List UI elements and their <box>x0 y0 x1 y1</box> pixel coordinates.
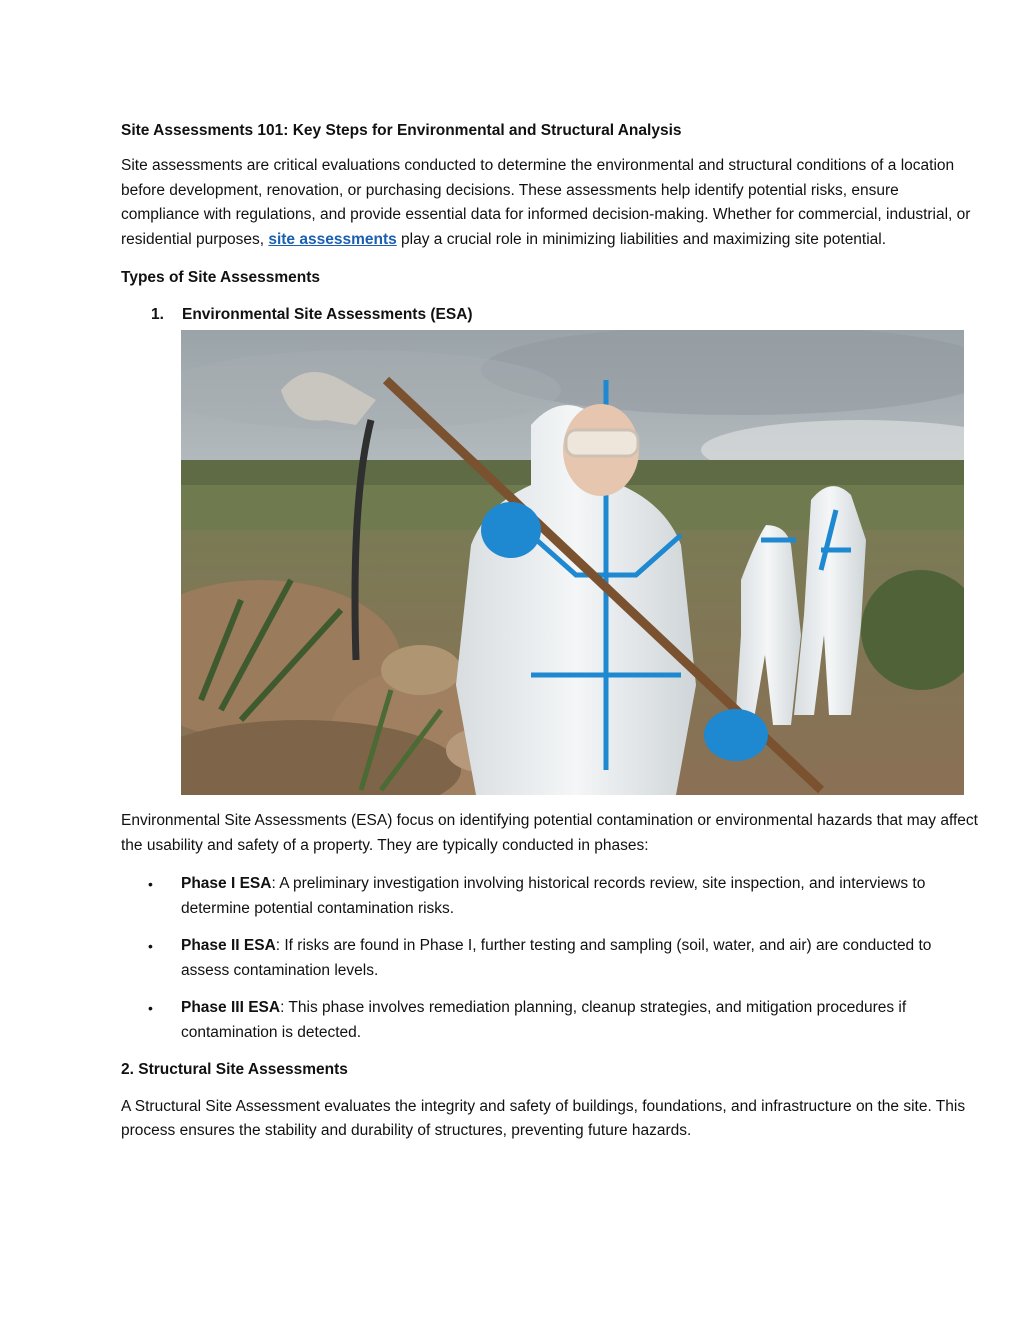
types-heading: Types of Site Assessments <box>121 269 320 286</box>
phase-text: : A preliminary investigation involving historical records review, site inspection, and interviews to determine potential contamination risks. <box>181 875 926 917</box>
section1-title: Environmental Site Assessments (ESA) <box>182 305 473 323</box>
esa-paragraph: Environmental Site Assessments (ESA) focus on identifying potential contamination or environmental hazards that may affect the usability and safety of a property. They are typically conducted in phases: <box>121 812 978 854</box>
phase-text: : If risks are found in Phase I, further testing and sampling (soil, water, and air) are conducted to assess contamination levels. <box>181 937 932 979</box>
list-item <box>121 996 981 1045</box>
phase-list <box>121 872 981 1045</box>
section2-heading: 2. Structural Site Assessments <box>121 1061 348 1078</box>
document-content <box>121 120 981 1144</box>
document-title: Site Assessments 101: Key Steps for Environmental and Structural Analysis <box>121 122 682 139</box>
photo-workers-protective-suits-icon <box>181 330 964 795</box>
esa-photo <box>181 330 964 795</box>
section1-heading <box>121 303 981 328</box>
phase-text: : This phase involves remediation planning, cleanup strategies, and mitigation procedures if contamination is detected. <box>181 999 907 1041</box>
structural-paragraph: A Structural Site Assessment evaluates the integrity and safety of buildings, foundations, and infrastructure on the site. This process ensures the stability and durability of structures, preventing future hazards. <box>121 1097 966 1139</box>
bullet-icon: • <box>148 1000 153 1016</box>
section1-number: 1. <box>151 305 164 323</box>
phase-label: Phase I ESA <box>181 875 272 892</box>
list-item <box>121 872 981 921</box>
bullet-icon: • <box>148 938 153 954</box>
phase-label: Phase II ESA <box>181 937 276 954</box>
intro-text: Site assessments are critical evaluations conducted to determine the environmental and structural conditions of a location before development, renovation, or purchasing decisions. These assessments help identify potential risks, ensure compliance with regulations, and provide essential data for informed decision-making. Whether for commercial, industrial, or residential purposes, <box>121 157 971 248</box>
list-item <box>121 934 981 983</box>
intro-text-end: play a crucial role in minimizing liabilities and maximizing site potential. <box>396 230 887 248</box>
phase-label: Phase III ESA <box>181 999 281 1016</box>
bullet-icon: • <box>148 876 153 892</box>
intro-paragraph <box>121 154 981 252</box>
site-assessments-link[interactable]: site assessments <box>268 230 397 248</box>
